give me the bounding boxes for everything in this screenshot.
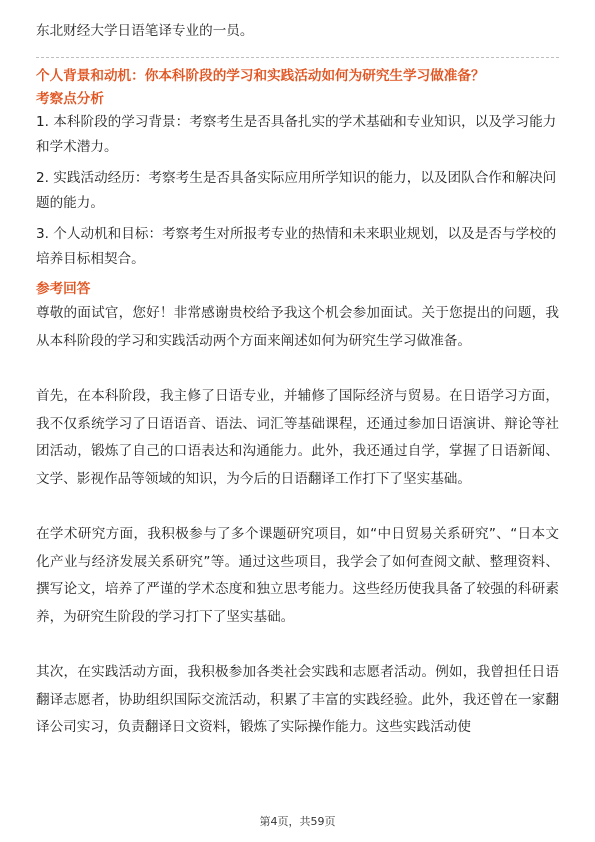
question-heading: 个人背景和动机：你本科阶段的学习和实践活动如何为研究生学习做准备？	[36, 68, 485, 84]
answer-title: 参考回答	[36, 281, 91, 297]
analysis-list	[36, 110, 559, 271]
answer-paragraph: 首先，在本科阶段，我主修了日语专业，并辅修了国际经济与贸易。在日语学习方面，我不仅系统学习了日语语音、语法、词汇等基础课程，还通过参加日语演讲、辩论等社团活动，锻炼了自己的口语表达和沟通能力。此外，我还通过自学，掌握了日语新闻、文学、影视作品等领域的知识，为今后的日语翻译工作打下了坚实基础。	[36, 388, 559, 487]
answer-paragraph: 其次，在实践活动方面，我积极参加各类社会实践和志愿者活动。例如，我曾担任日语翻译志愿者，协助组织国际交流活动，积累了丰富的实践经验。此外，我还曾在一家翻译公司实习，负责翻译日文资料，锻炼了实际操作能力。这些实践活动使	[36, 664, 559, 735]
page-number-footer: 第4页，共59页	[259, 815, 336, 828]
intro-line: 东北财经大学日语笔译专业的一员。	[36, 23, 254, 39]
analysis-item: 1. 本科阶段的学习背景：考察考生是否具备扎实的学术基础和专业知识，以及学习能力和学术潜力。	[36, 114, 557, 155]
section-divider	[36, 57, 559, 58]
analysis-title: 考察点分析	[36, 91, 104, 107]
answer-paragraph: 尊敬的面试官，您好！非常感谢贵校给予我这个机会参加面试。关于您提出的问题，我从本科阶段的学习和实践活动两个方面来阐述如何为研究生学习做准备。	[36, 305, 559, 349]
analysis-item: 3. 个人动机和目标：考察考生对所报考专业的热情和未来职业规划，以及是否与学校的培养目标相契合。	[36, 226, 557, 267]
answer-paragraph: 在学术研究方面，我积极参与了多个课题研究项目，如“中日贸易关系研究”、“日本文化产业与经济发展关系研究”等。通过这些项目，我学会了如何查阅文献、整理资料、撰写论文，培养了严谨的学术态度和独立思考能力。这些经历使我具备了较强的科研素养，为研究生阶段的学习打下了坚实基础。	[36, 526, 559, 625]
analysis-item: 2. 实践活动经历：考察考生是否具备实际应用所学知识的能力，以及团队合作和解决问题的能力。	[36, 170, 557, 211]
